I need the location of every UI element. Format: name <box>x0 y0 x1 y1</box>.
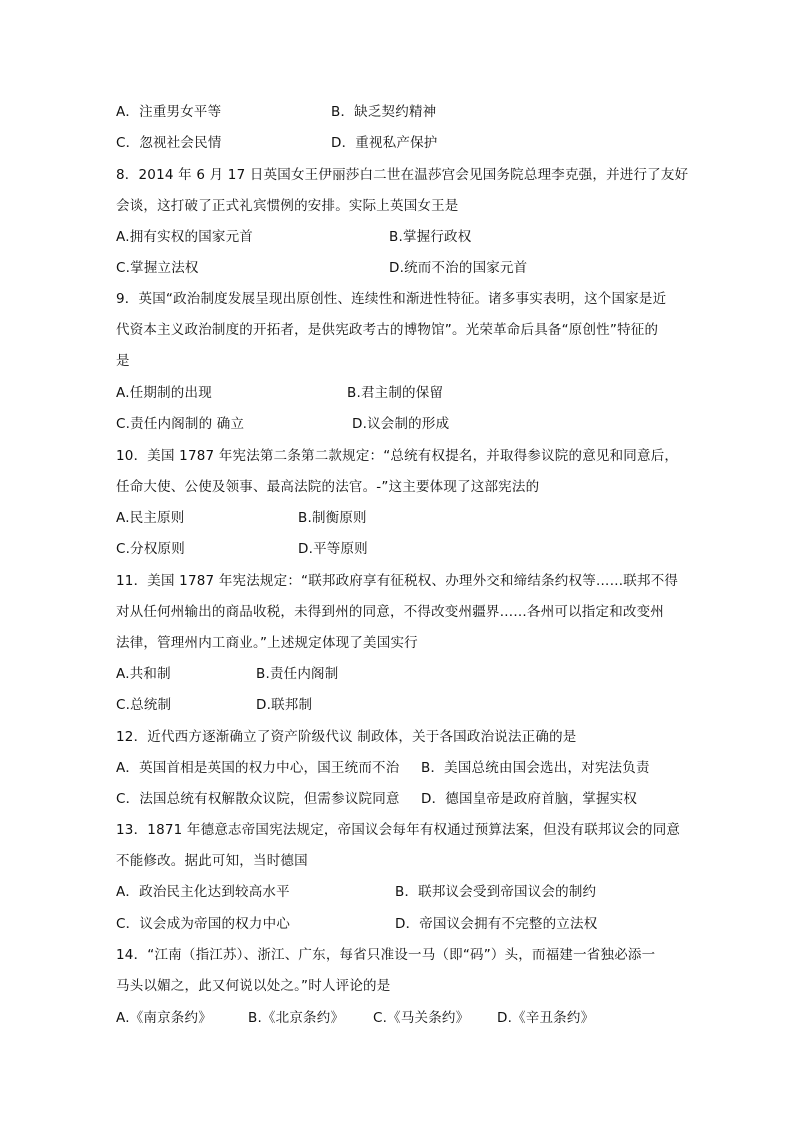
q9-option-a: A.任期制的出现 <box>116 385 212 401</box>
q12-option-d: D．德国皇帝是政府首脑，掌握实权 <box>421 791 638 807</box>
q13-option-c: C．议会成为帝国的权力中心 <box>116 916 291 932</box>
q13-option-a: A．政治民主化达到较高水平 <box>116 884 290 900</box>
q13-stem-line1: 13．1871 年德意志帝国宪法规定，帝国议会每年有权通过预算法案，但没有联邦议会的同意 <box>116 822 681 838</box>
q9-stem-line2: 代资本主义政治制度的开拓者，是供宪政考古的博物馆”。光荣革命后具备“原创性”特征的 <box>116 322 659 338</box>
q9-option-d: D.议会制的形成 <box>352 416 450 432</box>
q12-option-c: C．法国总统有权解散众议院，但需参议院同意 <box>116 791 400 807</box>
q14-option-b: B.《北京条约》 <box>248 1010 345 1026</box>
q14-option-d: D.《辛丑条约》 <box>497 1010 595 1026</box>
q13-option-d: D．帝国议会拥有不完整的立法权 <box>395 916 598 932</box>
q8-option-b: B.掌握行政权 <box>389 229 472 245</box>
q7-option-d: D．重视私产保护 <box>331 135 438 151</box>
q10-option-c: C.分权原则 <box>116 541 185 557</box>
q12-stem-line1: 12．近代西方逐渐确立了资产阶级代议 制政体，关于各国政治说法正确的是 <box>116 729 577 745</box>
q14-option-c: C.《马关条约》 <box>373 1010 470 1026</box>
q11-stem-line1: 11．美国 1787 年宪法规定：“联邦政府享有征税权、办理外交和缔结条约权等……联邦不得 <box>116 573 679 589</box>
q9-option-b: B.君主制的保留 <box>347 385 444 401</box>
q9-option-c: C.责任内阁制的 确立 <box>116 416 245 432</box>
q11-stem-line2: 对从任何州输出的商品收税，未得到州的同意，不得改变州疆界……各州可以指定和改变州 <box>116 604 664 620</box>
q10-option-a: A.民主原则 <box>116 510 185 526</box>
q14-option-a: A.《南京条约》 <box>116 1010 212 1026</box>
q10-option-d: D.平等原则 <box>298 541 368 557</box>
q8-stem-line1: 8．2014 年 6 月 17 日英国女王伊丽莎白二世在温莎宫会见国务院总理李克强，并进行了友好 <box>116 167 689 183</box>
q13-option-b: B．联邦议会受到帝国议会的制约 <box>395 884 597 900</box>
q10-stem-line2: 任命大使、公使及领事、最高法院的法官。-”这主要体现了这部宪法的 <box>116 479 540 495</box>
q7-option-a: A．注重男女平等 <box>116 104 222 120</box>
q13-stem-line2: 不能修改。据此可知，当时德国 <box>116 853 308 869</box>
q11-option-c: C.总统制 <box>116 697 172 713</box>
q8-stem-line2: 会谈，这打破了正式礼宾惯例的安排。实际上英国女王是 <box>116 198 459 214</box>
q10-option-b: B.制衡原则 <box>298 510 367 526</box>
q8-option-a: A.拥有实权的国家元首 <box>116 229 253 245</box>
q9-stem-line3: 是 <box>116 353 130 369</box>
q11-option-d: D.联邦制 <box>256 697 313 713</box>
q12-option-a: A．英国首相是英国的权力中心，国王统而不治 <box>116 760 400 776</box>
q11-option-a: A.共和制 <box>116 666 171 682</box>
q11-stem-line3: 法律，管理州内工商业。”上述规定体现了美国实行 <box>116 635 418 651</box>
q7-option-c: C．忽视社会民情 <box>116 135 222 151</box>
q7-option-b: B．缺乏契约精神 <box>331 104 437 120</box>
q12-option-b: B．美国总统由国会选出，对宪法负责 <box>421 760 650 776</box>
q8-option-c: C.掌握立法权 <box>116 260 199 276</box>
q11-option-b: B.责任内阁制 <box>256 666 339 682</box>
q14-stem-line1: 14．“江南（指江苏）、浙江、广东，每省只准设一马（即“码”）头，而福建一省独必添一 <box>116 947 656 963</box>
q8-option-d: D.统而不治的国家元首 <box>389 260 528 276</box>
q14-stem-line2: 马头以媚之，此又何说以处之。”时人评论的是 <box>116 978 391 994</box>
q9-stem-line1: 9．英国“政治制度发展呈现出原创性、连续性和渐进性特征。诸多事实表明，这个国家是近 <box>116 291 667 307</box>
q10-stem-line1: 10．美国 1787 年宪法第二条第二款规定：“总统有权提名，并取得参议院的意见和同意后， <box>116 448 679 464</box>
